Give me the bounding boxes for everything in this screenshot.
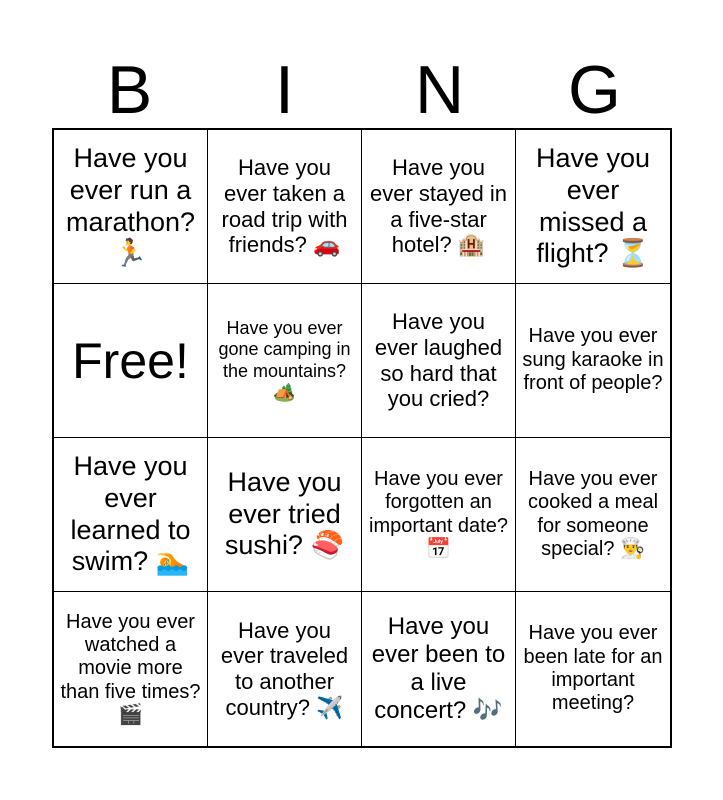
header-letter-n: N <box>414 52 465 128</box>
bingo-cell-r4c3[interactable] <box>362 592 516 746</box>
header-letter-i: I <box>275 52 294 128</box>
bingo-cell-r2c4[interactable] <box>516 284 670 438</box>
cell-text: Have you ever been to a live concert? 🎶 <box>371 612 506 725</box>
bingo-cell-r1c2[interactable] <box>208 130 362 284</box>
header-letter-b: B <box>106 52 153 128</box>
bingo-header <box>52 52 672 128</box>
bingo-cell-r2c2[interactable] <box>208 284 362 438</box>
bingo-cell-r3c4[interactable] <box>516 438 670 592</box>
bingo-cell-r4c1[interactable] <box>54 592 208 746</box>
bingo-cell-r4c4[interactable] <box>516 592 670 746</box>
bingo-cell-r4c2[interactable] <box>208 592 362 746</box>
cell-text: Have you ever sung karaoke in front of people? <box>522 325 664 395</box>
header-letter-g: G <box>568 52 621 128</box>
cell-text: Have you ever learned to swim? 🏊 <box>70 451 191 577</box>
bingo-cell-r1c1[interactable] <box>54 130 208 284</box>
cell-text: Have you ever forgotten an important date? 📅 <box>369 467 508 560</box>
bingo-cell-r3c2[interactable] <box>208 438 362 592</box>
free-space-label: Free! <box>72 332 189 389</box>
cell-text: Have you ever traveled to another country? ✈️ <box>220 617 349 720</box>
cell-text: Have you ever laughed so hard that you cried? <box>374 309 503 412</box>
cell-text: Have you ever taken a road trip with friends? 🚗 <box>221 155 348 258</box>
bingo-grid <box>52 128 672 748</box>
bingo-cell-r1c4[interactable] <box>516 130 670 284</box>
cell-text: Have you ever watched a movie more than five times? 🎬 <box>60 610 201 727</box>
cell-text: Have you ever stayed in a five-star hotel? 🏨 <box>370 155 507 258</box>
bingo-cell-free[interactable] <box>54 284 208 438</box>
bingo-cell-r3c3[interactable] <box>362 438 516 592</box>
cell-text: Have you ever tried sushi? 🍣 <box>224 467 345 561</box>
cell-text: Have you ever missed a flight? ⏳ <box>535 143 651 269</box>
bingo-cell-r1c3[interactable] <box>362 130 516 284</box>
cell-text: Have you ever cooked a meal for someone special? 👨‍🍳 <box>527 467 659 560</box>
cell-text: Have you ever gone camping in the mountains? 🏕️ <box>218 318 351 402</box>
bingo-cell-r2c3[interactable] <box>362 284 516 438</box>
bingo-cell-r3c1[interactable] <box>54 438 208 592</box>
cell-text: Have you ever been late for an important meeting? <box>523 622 663 715</box>
cell-text: Have you ever run a marathon? 🏃 <box>65 143 196 269</box>
